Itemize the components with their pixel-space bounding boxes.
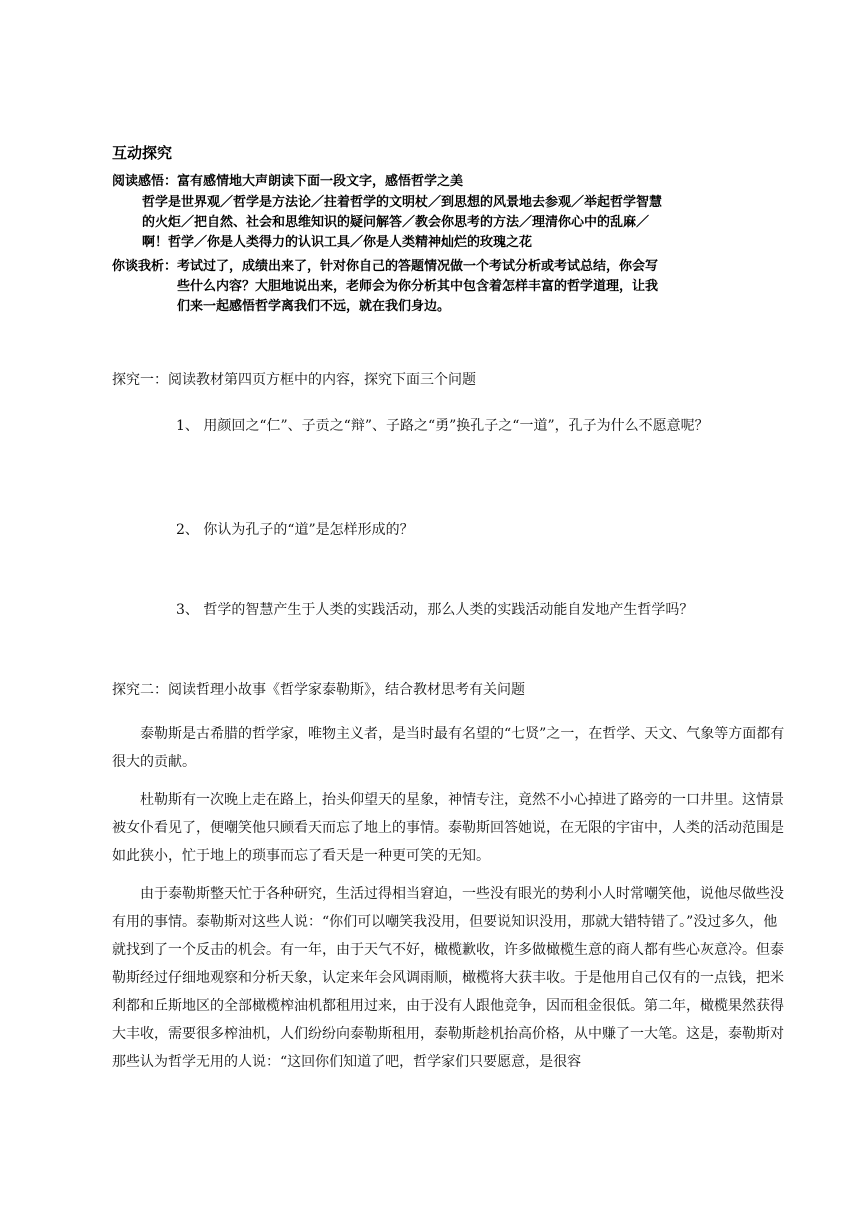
story-paragraph-3: 由于泰勒斯整天忙于各种研究，生活过得相当窘迫，一些没有眼光的势利小人时常嘲笑他，说他尽做些没有用的事情。泰勒斯对这些人说：“你们可以嘲笑我没用，但要说知识没用，那就大错特错了。”没过多久，他就找到了一个反击的机会。有一年，由于天气不好，橄榄歉收，许多做橄榄生意的商人都有些心灰意冷。但泰勒斯经过仔细地观察和分析天象，认定来年会风调雨顺，橄榄将大获丰收。于是他用自己仅有的一点钱，把米利都和丘斯地区的全部橄榄榨油机都租用过来，由于没有人跟他竞争，因而租金很低。第二年，橄榄果然获得大丰收，需要很多榨油机，人们纷纷向泰勒斯租用，泰勒斯趁机抬高价格，从中赚了一大笔。这是，泰勒斯对那些认为哲学无用的人说：“这回你们知道了吧，哲学家们只要愿意，是很容 — [112, 886, 784, 1070]
reading-label: 阅读感悟： — [112, 174, 178, 189]
section-title: 互动探究 — [112, 144, 173, 162]
reading-prompt-text: 富有感情地大声朗读下面一段文字，感悟哲学之美 — [177, 174, 464, 189]
philosophy-poem: 哲学是世界观／哲学是方法论／拄着哲学的文明杖／到思想的风景地去参观／举起哲学智慧的火炬／把自然、社会和思维知识的疑问解答／教会你思考的方法／理清你心中的乱麻／啊！哲学／你是人类得力的认识工具／你是人类精神灿烂的玫瑰之花 — [142, 195, 663, 250]
story-paragraph-1: 泰勒斯是古希腊的哲学家，唯物主义者，是当时最有名望的“七贤”之一，在哲学、天文、气象等方面都有很大的贡献。 — [112, 726, 785, 770]
question-2: 2、 你认为孔子的“道”是怎样形成的？ — [176, 522, 414, 538]
exam-label: 你谈我析： — [112, 259, 178, 274]
reading-prompt — [112, 173, 667, 191]
scanned-excerpt — [112, 142, 667, 317]
question-1: 1、 用颜回之“仁”、子贡之“辩”、子路之“勇”换孔子之“一道”，孔子为什么不愿意呢？ — [176, 418, 709, 434]
exam-analysis — [112, 257, 667, 317]
question-3: 3、 哲学的智慧产生于人类的实践活动，那么人类的实践活动能自发地产生哲学吗？ — [176, 602, 694, 618]
exam-text: 考试过了，成绩出来了，针对你自己的答题情况做一个考试分析或考试总结，你会写些什么内容？大胆地说出来，老师会为你分析其中包含着怎样丰富的哲学道理，让我们来一起感悟哲学离我们不远，就在我们身边。 — [177, 259, 659, 314]
story-paragraph-2: 杜勒斯有一次晚上走在路上，抬头仰望天的星象，神情专注，竟然不小心掉进了路旁的一口井里。这情景被女仆看见了，便嘲笑他只顾看天而忘了地上的事情。泰勒斯回答她说，在无限的宇宙中，人类的活动范围是如此狭小，忙于地上的琐事而忘了看天是一种更可笑的无知。 — [112, 792, 784, 864]
explore-two-heading: 探究二：阅读哲理小故事《哲学家泰勒斯》，结合教材思考有关问题 — [112, 682, 525, 698]
explore-one-heading: 探究一：阅读教材第四页方框中的内容，探究下面三个问题 — [112, 372, 476, 388]
